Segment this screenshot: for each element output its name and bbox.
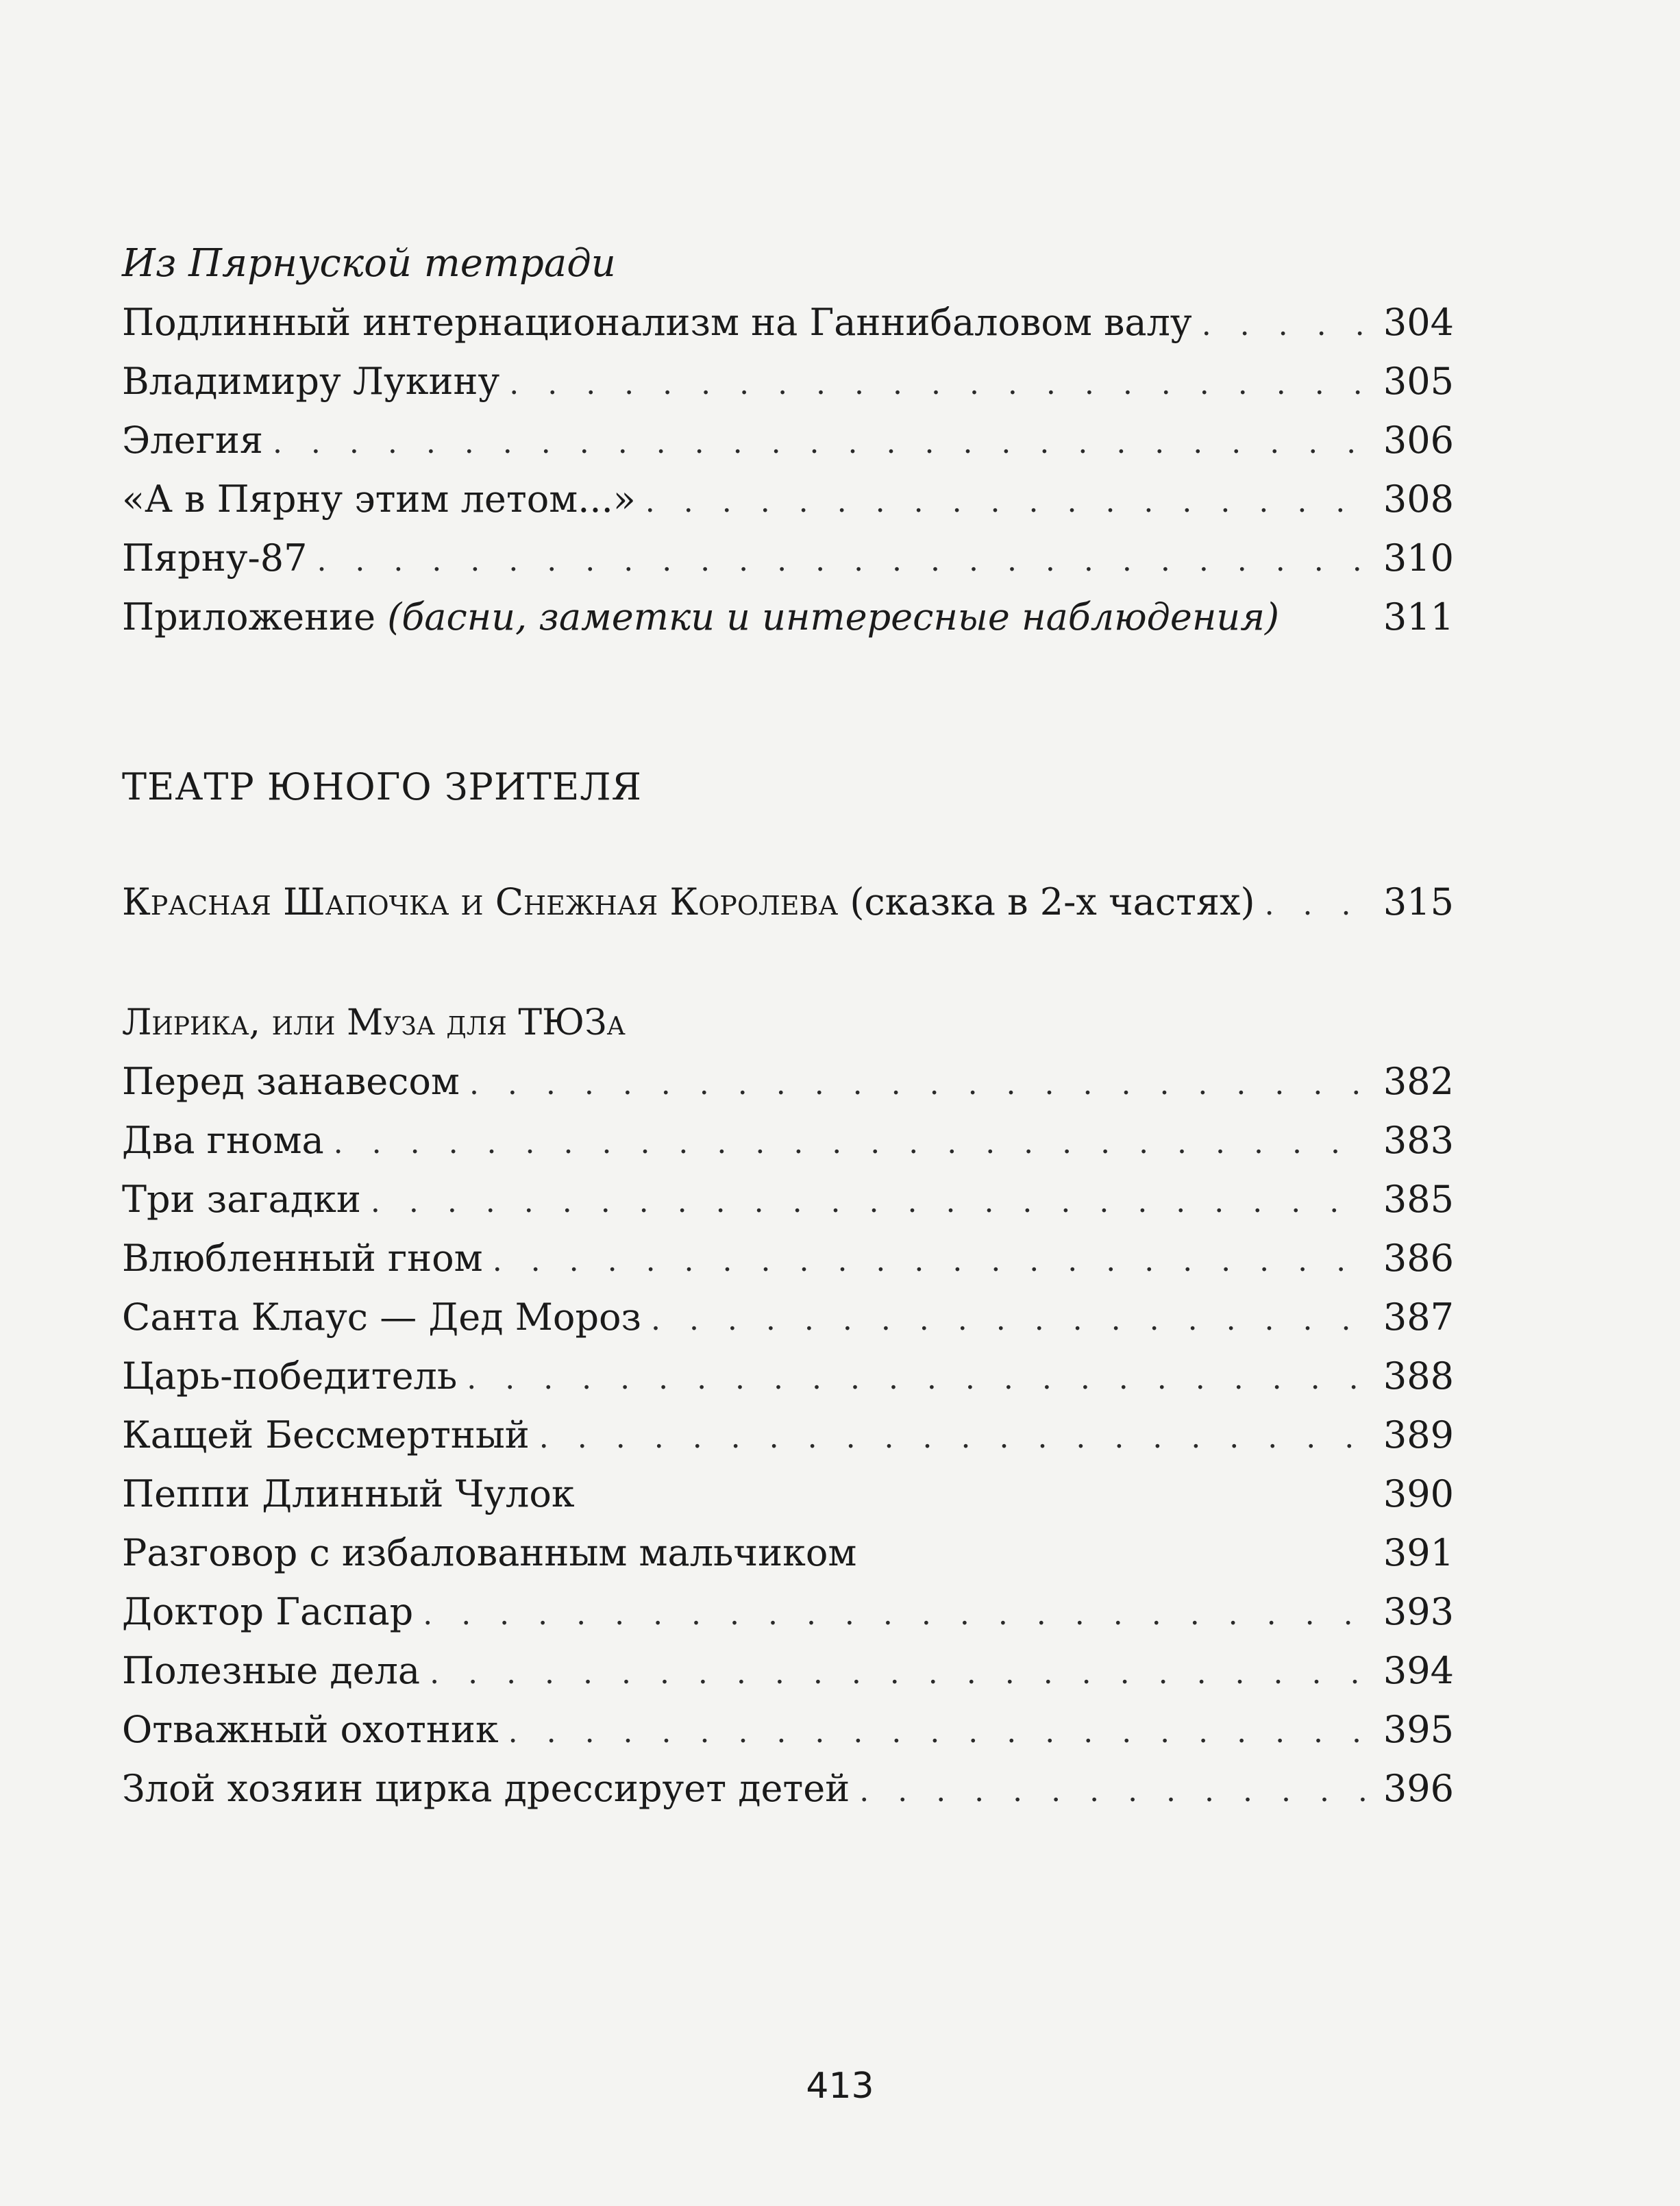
dot-leader [539,1409,1369,1467]
toc-entry [122,1759,1454,1818]
entry-title: Злой хозяин цирка дрессирует детей [122,1767,850,1810]
entry-title: Разговор с избалованным мальчиком [122,1531,857,1574]
entry-title [122,588,1279,647]
toc-entry [122,1170,1454,1229]
dot-leader [423,1585,1369,1644]
entry-title: «А в Пярну этим летом...» [122,478,636,521]
dot-leader [493,1232,1369,1291]
toc-entry [122,1583,1454,1641]
section-heading: Лирика, или Муза для ТЮЗа [122,1002,626,1043]
dot-leader [1265,876,1369,934]
toc-section-theatre [122,758,1454,817]
entry-title-italic: (басни, заметки и интересные наблюдения) [387,595,1280,639]
dot-leader [469,1055,1369,1114]
entry-title-main: Приложение [122,595,376,639]
entry-page-number: 389 [1383,1413,1454,1457]
dot-leader [1202,296,1369,355]
dot-leader [371,1173,1369,1232]
toc-entry [122,1052,1454,1111]
toc-entry [122,1524,1454,1583]
entry-title: Царь-победитель [122,1354,458,1398]
dot-leader [509,355,1369,414]
entry-title: Полезные дела [122,1649,421,1692]
entry-title: Санта Клаус — Дед Мороз [122,1296,641,1339]
entry-title: Владимиру Лукину [122,360,500,403]
entry-title: Перед занавесом [122,1060,460,1103]
toc-entry [122,1111,1454,1170]
entry-title [122,873,1255,932]
toc-entry [122,470,1454,529]
page-number: 413 [806,2066,874,2107]
entry-page-number: 393 [1383,1590,1454,1633]
entry-page-number: 305 [1383,360,1454,403]
toc-entry [122,1465,1454,1524]
toc-entry [122,411,1454,470]
dot-leader [645,473,1369,532]
entry-title-smallcaps: Красная Шапочка и Снежная Королева [122,880,839,924]
entry-page-number: 388 [1383,1354,1454,1398]
toc-entry [122,1406,1454,1465]
entry-page-number: 395 [1383,1708,1454,1751]
entry-title: Два гнома [122,1119,324,1162]
entry-title: Элегия [122,419,263,462]
entry-page-number: 382 [1383,1060,1454,1103]
entry-title: Отважный охотник [122,1708,499,1751]
entry-page-number: 394 [1383,1649,1454,1692]
entry-page-number: 390 [1383,1472,1454,1515]
toc-section-theatre-entry [122,873,1454,932]
entry-page-number: 311 [1383,595,1454,639]
entry-page-number: 315 [1383,880,1454,924]
dot-leader [508,1703,1369,1762]
section-heading: ТЕАТР ЮНОГО ЗРИТЕЛЯ [122,765,643,808]
entry-title: Три загадки [122,1178,361,1221]
toc-entry [122,293,1454,352]
toc-section-lyrics [122,993,1454,1818]
entry-page-number: 387 [1383,1296,1454,1339]
toc-entry [122,1641,1454,1700]
dot-leader [859,1762,1369,1821]
section-heading: Из Пярнуской тетради [122,241,616,286]
toc-entry [122,873,1454,932]
entry-title: Подлинный интернационализм на Ганнибаловом валу [122,301,1192,344]
entry-page-number: 386 [1383,1237,1454,1280]
toc-entry [122,1700,1454,1759]
entry-title: Кащей Бессмертный [122,1413,530,1457]
entry-page-number: 385 [1383,1178,1454,1221]
dot-leader [467,1350,1369,1409]
entry-title-rest: (сказка в 2-х частях) [838,880,1255,924]
toc-entry [122,1347,1454,1406]
entry-page-number: 304 [1383,301,1454,344]
entry-title: Влюбленный гном [122,1237,483,1280]
toc-section-parnu [122,234,1454,647]
entry-page-number: 391 [1383,1531,1454,1574]
toc-entry [122,1229,1454,1288]
toc-entry [122,352,1454,411]
toc-entry [122,529,1454,588]
dot-leader [334,1114,1369,1173]
toc-entry [122,1288,1454,1347]
entry-page-number: 396 [1383,1767,1454,1810]
entry-page-number: 383 [1383,1119,1454,1162]
entry-page-number: 310 [1383,536,1454,580]
entry-title: Пеппи Длинный Чулок [122,1472,575,1515]
dot-leader [430,1644,1369,1703]
toc-entry [122,588,1454,647]
entry-title: Доктор Гаспар [122,1590,414,1633]
entry-title: Пярну-87 [122,536,308,580]
dot-leader [317,532,1369,591]
dot-leader [651,1291,1369,1350]
dot-leader [273,414,1369,473]
entry-page-number: 308 [1383,478,1454,521]
entry-page-number: 306 [1383,419,1454,462]
